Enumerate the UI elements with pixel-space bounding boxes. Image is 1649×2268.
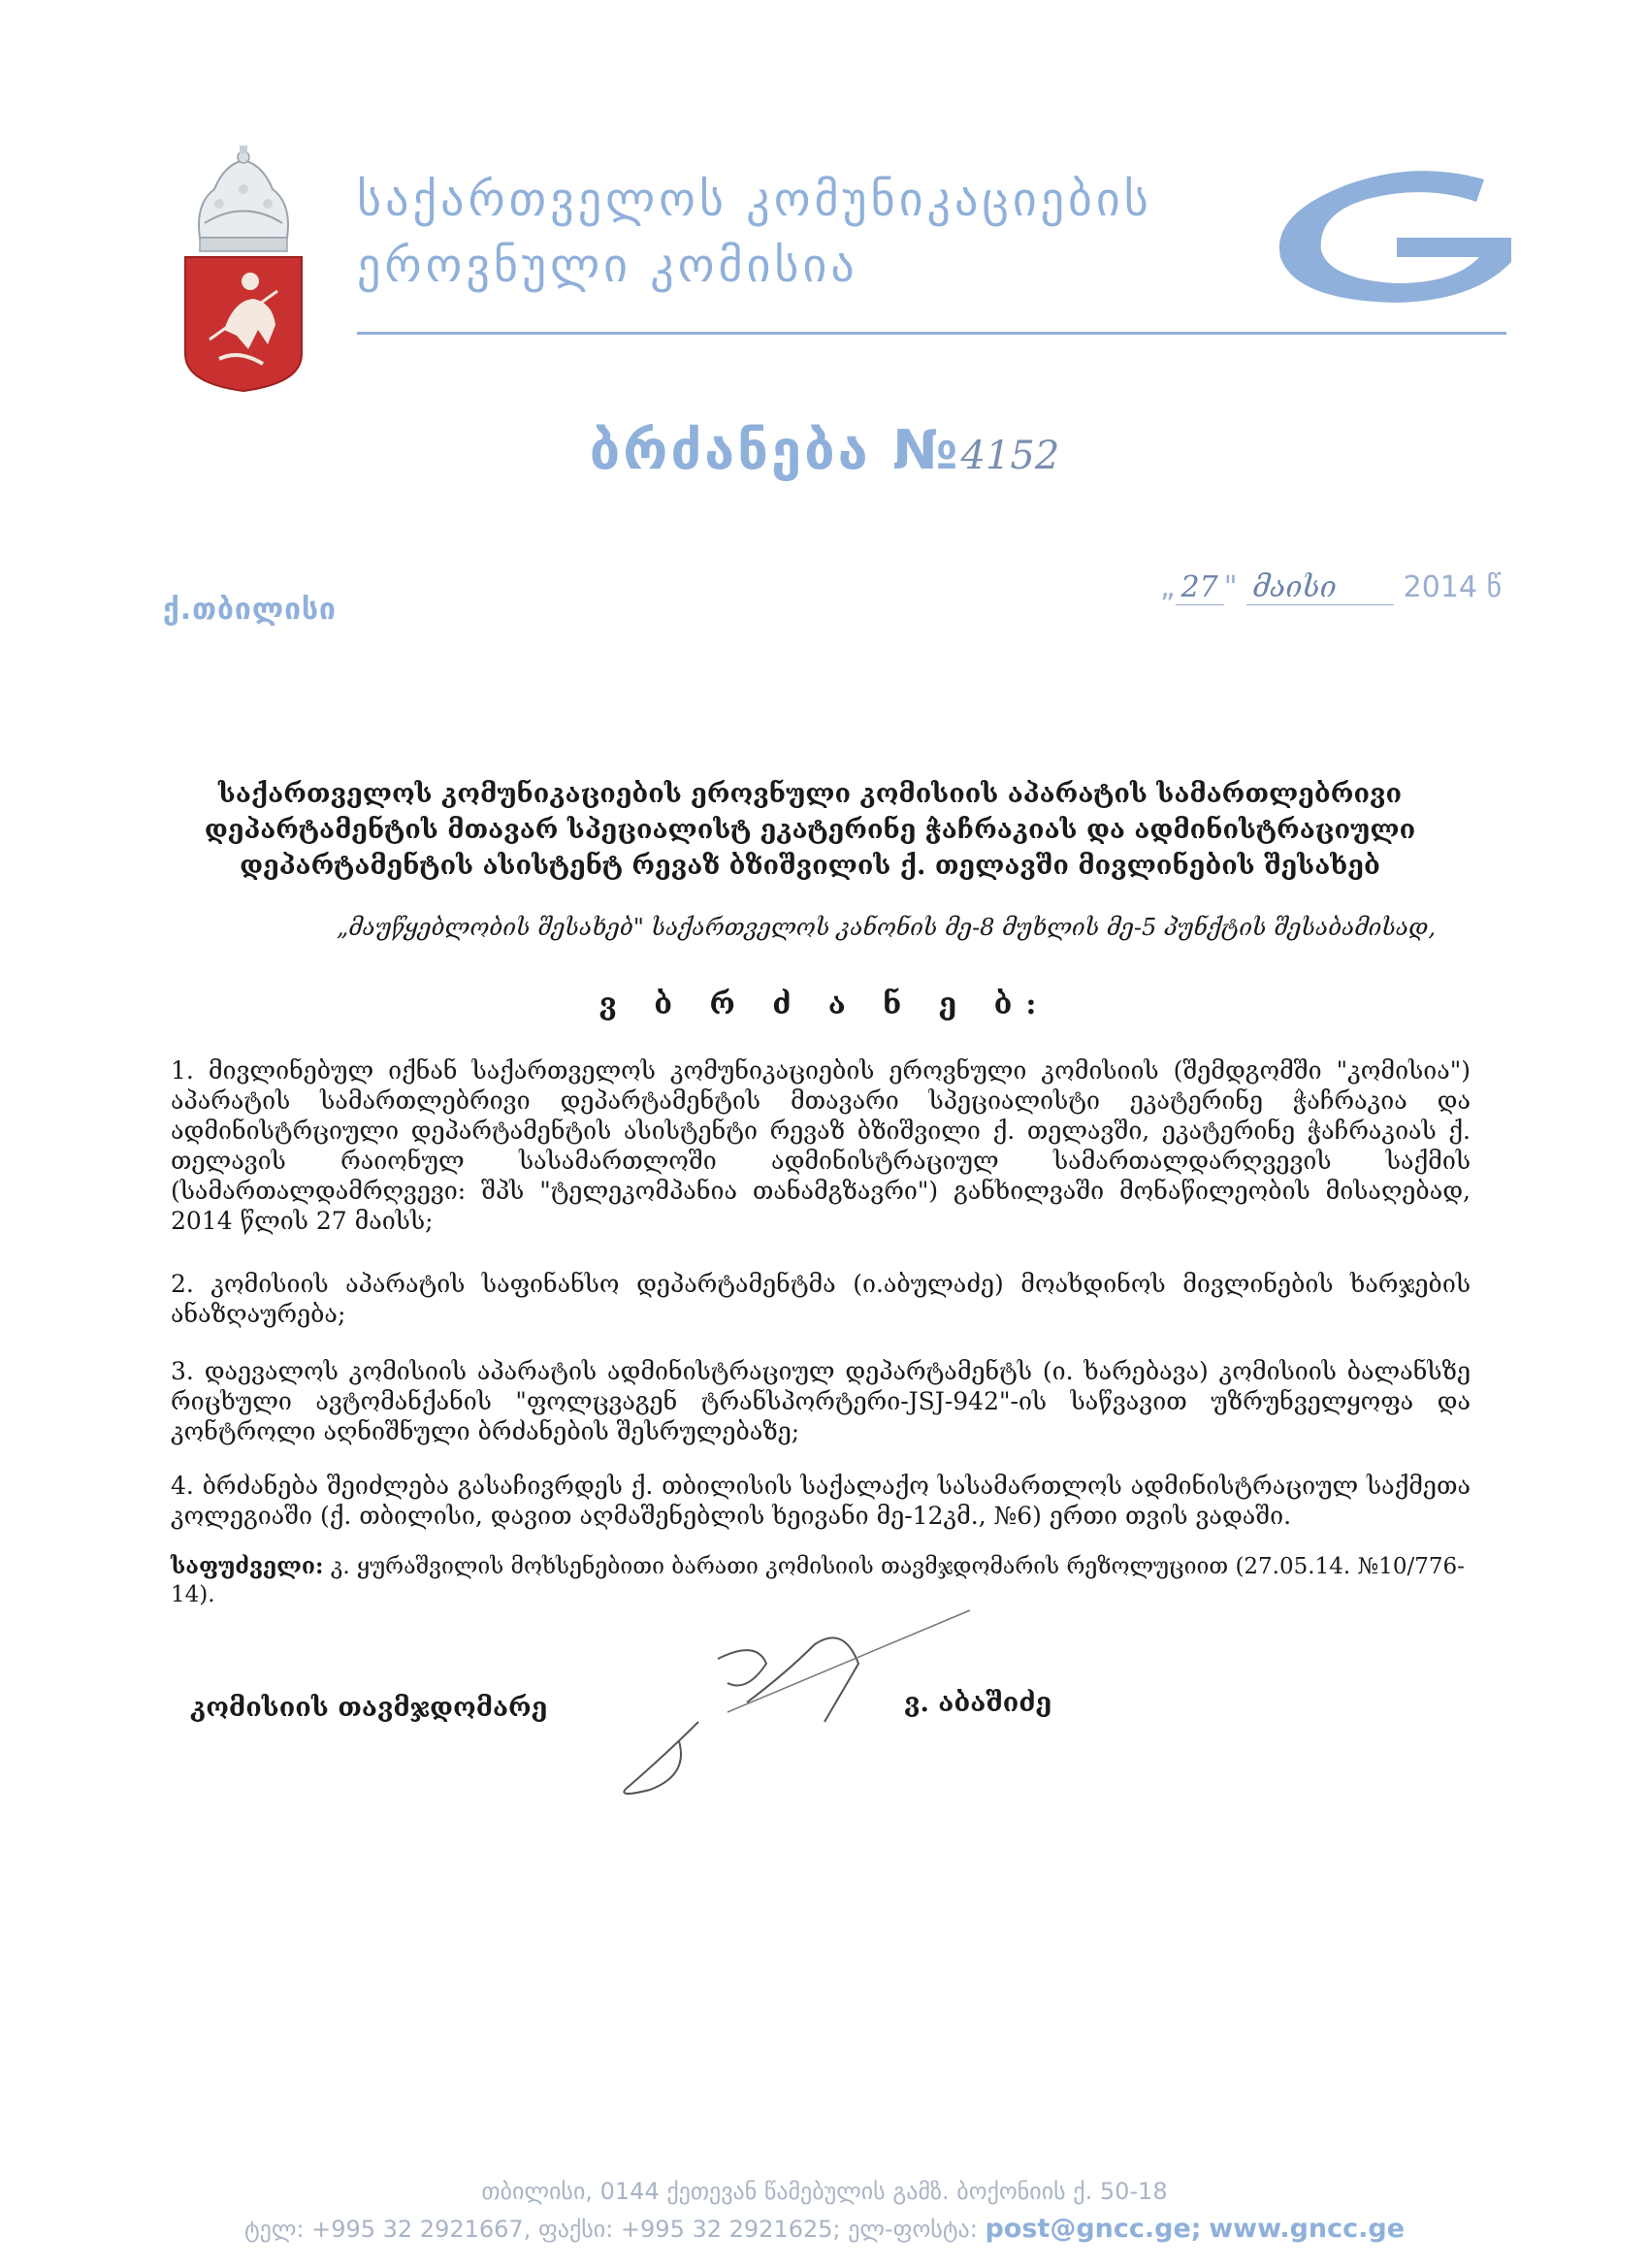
email-link[interactable]: post@gncc.ge (985, 2214, 1191, 2244)
organization-name-line2: ეროვნული კომისია (357, 239, 858, 293)
footer-contacts (0, 2214, 1649, 2244)
date-year: 2014 წ (1403, 570, 1503, 604)
document-heading: საქართველოს კომუნიკაციების ეროვნული კომისიის აპარატის სამართლებრივი დეპარტამენტის მთავარ სპეციალისტ ეკატერინე ჭაჩრაკიას და ადმინისტრაციული დეპარტამენტის ასისტენტ რევაზ ბზიშვილის ქ. თელავში მივლინების შესახებ (204, 779, 1416, 881)
paragraph-3: 3. დაევალოს კომისიის აპარატის ადმინისტრაციულ დეპარტამენტს (ი. ხარებავა) კომისიის ბალანსზე რიცხული ავტომანქანის "ფოლცვაგენ ტრანსპორტერი-JSJ-942"-ის საწვავით უზრუნველყოფა და კონტროლი აღნიშნული ბრძანების შესრულებაზე; (171, 1357, 1471, 1445)
coat-of-arms-emblem (180, 146, 307, 393)
basis-label: საფუძველი: (171, 1553, 324, 1579)
paragraph-4: 4. ბრძანება შეიძლება გასაჩივრდეს ქ. თბილისის საქალაქო სასამართლოს ადმინისტრაციულ საქმეთა კოლეგიაში (ქ. თბილისი, დავით აღმაშენებლის ხეივანი მე-12კმ., №6) ერთი თვის ვადაში. (171, 1472, 1471, 1530)
footer-separator: ; (1190, 2214, 1202, 2244)
order-date: „ 27 " მაისი 2014 წ (1160, 570, 1503, 604)
header-divider (357, 332, 1506, 335)
order-title-label: ბრძანება № (589, 419, 961, 482)
gncc-logo (1251, 165, 1523, 310)
signatory-title: კომისიის თავმჯდომარე (190, 1693, 548, 1723)
city-label: ქ.თბილისი (163, 593, 337, 627)
paragraph-2: 2. კომისიის აპარატის საფინანსო დეპარტამენტმა (ი.აბულაძე) მოახდინოს მივლინების ხარჯების ანაზღაურება; (171, 1270, 1471, 1328)
organization-name-line1: საქართველოს კომუნიკაციების (357, 173, 1152, 227)
order-number: 4152 (960, 434, 1060, 478)
basis-text: კ. ყურაშვილის მოხსენებითი ბარათი კომისიის თავმჯდომარის რეზოლუციით (27.05.14. №10/776-14). (171, 1554, 1465, 1607)
date-month: მაისი (1246, 570, 1394, 605)
date-day: 27 (1176, 570, 1224, 605)
legal-basis: „მაუწყებლობის შესახებ" საქართველოს კანონის მე-8 მუხლის მე-5 პუნქტის შესაბამისად, (336, 914, 1436, 941)
order-title (0, 419, 1649, 482)
footer-contacts-prefix: ტელ: +995 32 2921667, ფაქსი: +995 32 2921625; ელ-ფოსტა: (243, 2216, 978, 2243)
decree-word: ვ ბ რ ძ ა ნ ე ბ: (598, 988, 1051, 1021)
website-link[interactable]: www.gncc.ge (1209, 2214, 1406, 2244)
footer-address: თბილისი, 0144 ქეთევან წამებულის გამზ. ბოქონიის ქ. 50-18 (481, 2178, 1168, 2205)
signatory-name: ვ. აბაშიძე (904, 1688, 1052, 1718)
basis-note (171, 1552, 1471, 1609)
paragraph-1: 1. მივლინებულ იქნან საქართველოს კომუნიკაციების ეროვნული კომისიის (შემდგომში "კომისია") აპარატის სამართლებრივი დეპარტამენტის მთავარი სპეციალისტი ეკატერინე ჭაჩრაკია და ადმინისტრციული დეპარტამენტის ასისტენტი რევაზ ბზიშვილი ქ. თელავში, ეკატერინე ჭაჩრაკიას ქ. თელავის რაიონულ სასამართლოში ადმინისტრაციულ სამართალდარღვევის საქმის (სამართალდამრღვევი: შპს "ტელეკომპანია თანამგზავრი") განხილვაში მონაწილეობის მისაღებად, 2014 წლის 27 მაისს; (171, 1056, 1471, 1235)
